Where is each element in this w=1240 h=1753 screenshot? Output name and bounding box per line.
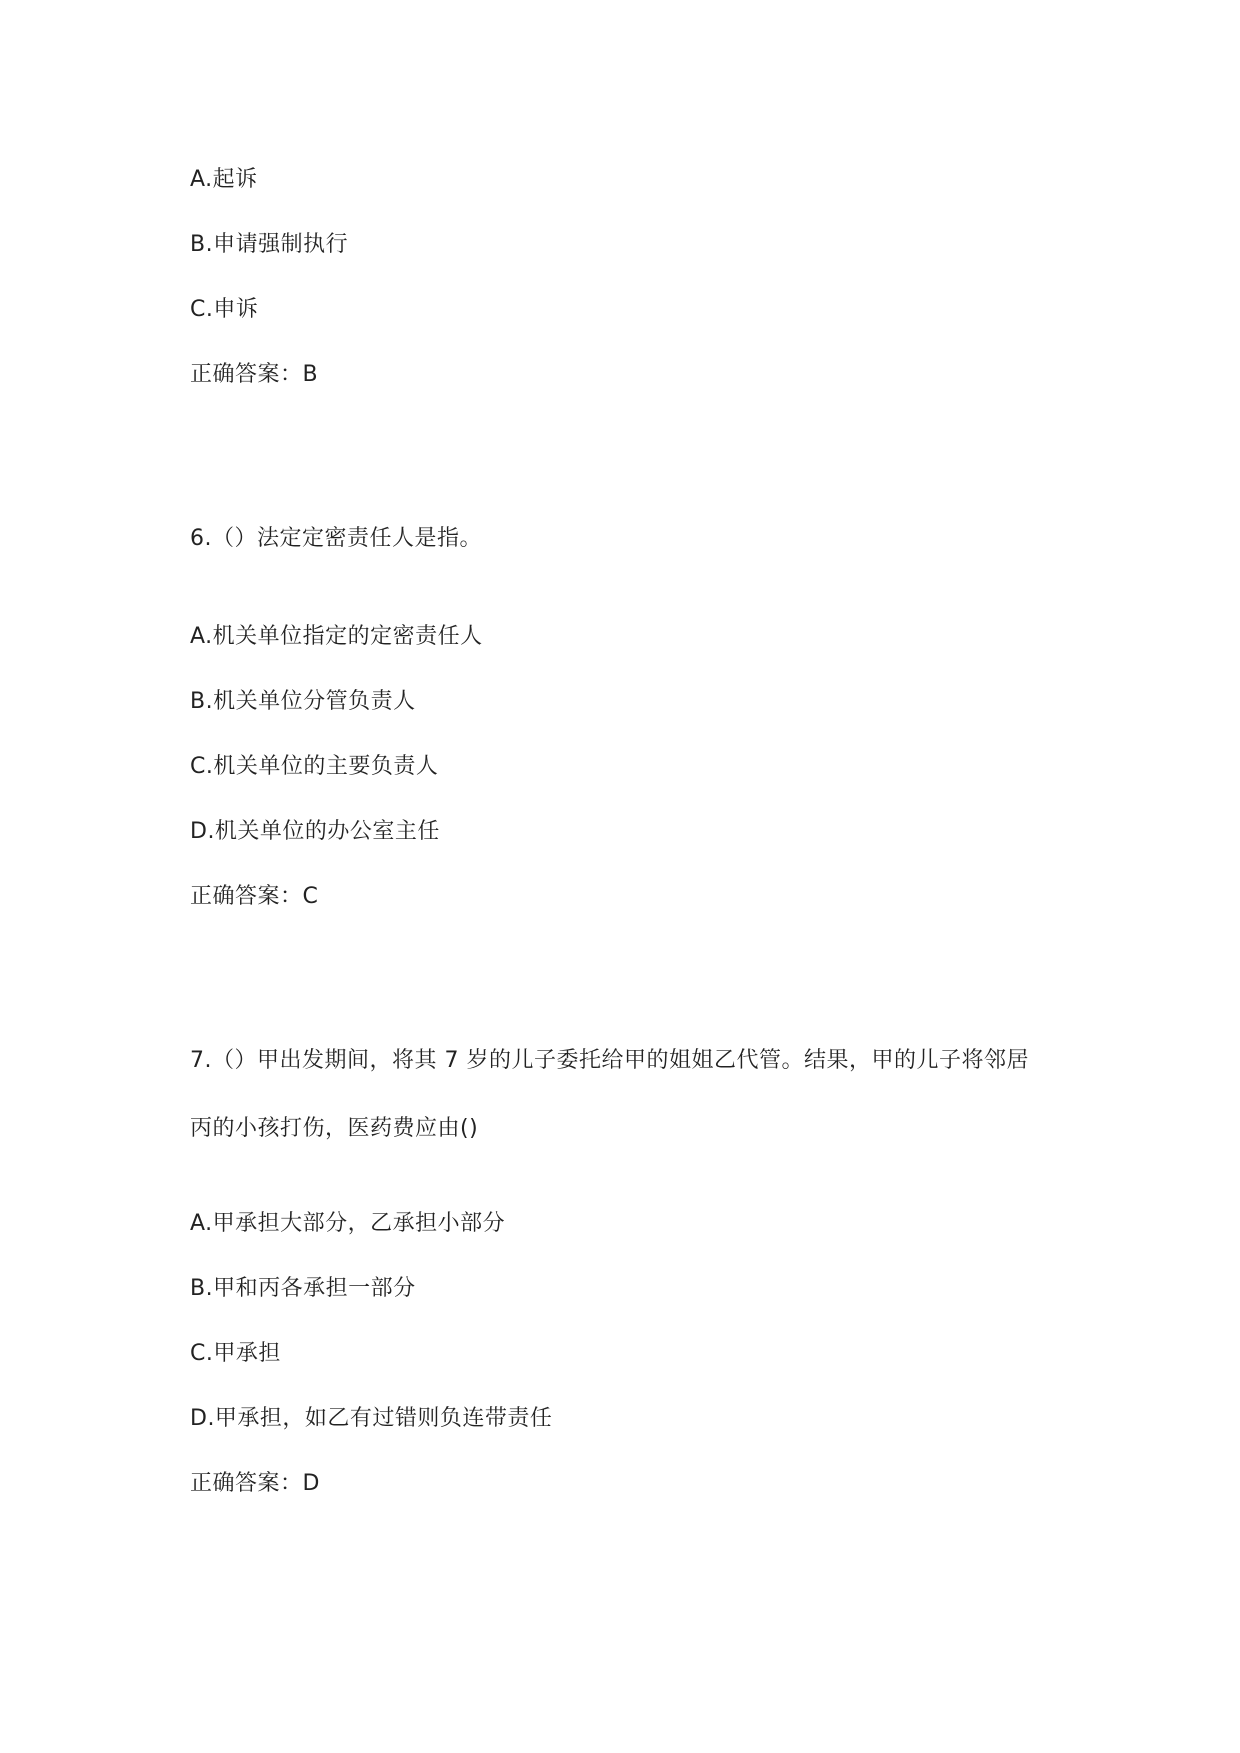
q7-option-b: B.甲和丙各承担一部分 bbox=[190, 1276, 416, 1301]
q5-option-c: C.申诉 bbox=[190, 297, 259, 322]
q7-option-d: D.甲承担，如乙有过错则负连带责任 bbox=[190, 1406, 553, 1431]
q6-question: 6.（）法定定密责任人是指。 bbox=[190, 526, 482, 551]
q6-option-d: D.机关单位的办公室主任 bbox=[190, 819, 440, 844]
q7-question-line2: 丙的小孩打伤，医药费应由() bbox=[190, 1116, 479, 1141]
q6-answer: 正确答案：C bbox=[190, 884, 319, 909]
q7-option-c: C.甲承担 bbox=[190, 1341, 281, 1366]
q5-option-b: B.申请强制执行 bbox=[190, 232, 349, 257]
q7-question-line1: 7.（）甲出发期间，将其 7 岁的儿子委托给甲的姐姐乙代管。结果，甲的儿子将邻居 bbox=[190, 1048, 1029, 1073]
q6-option-a: A.机关单位指定的定密责任人 bbox=[190, 624, 483, 649]
q6-option-c: C.机关单位的主要负责人 bbox=[190, 754, 439, 779]
q7-answer: 正确答案：D bbox=[190, 1471, 320, 1496]
q5-answer: 正确答案：B bbox=[190, 362, 319, 387]
q6-option-b: B.机关单位分管负责人 bbox=[190, 689, 416, 714]
q7-option-a: A.甲承担大部分，乙承担小部分 bbox=[190, 1211, 506, 1236]
q5-option-a: A.起诉 bbox=[190, 167, 258, 192]
